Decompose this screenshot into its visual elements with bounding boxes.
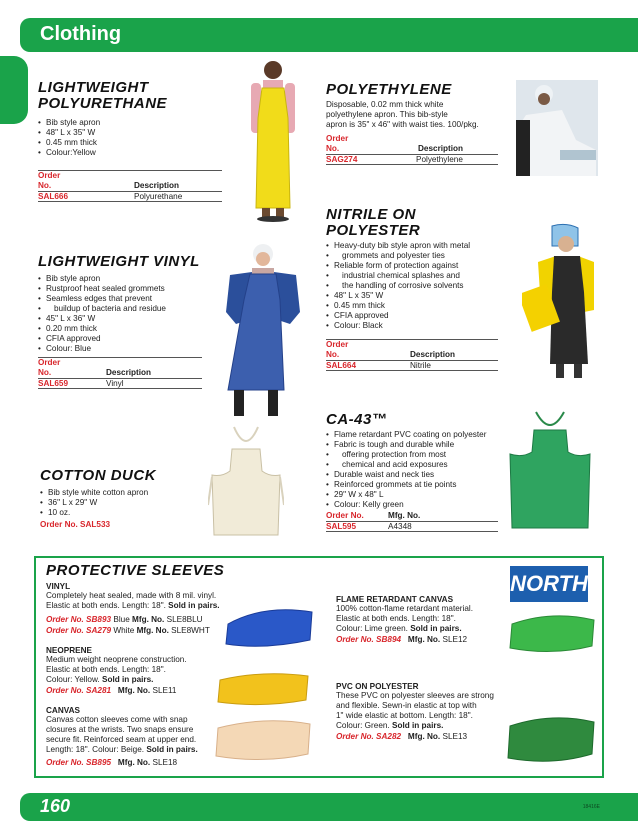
description-header: Description: [106, 368, 152, 377]
sleeve-desc: Elastic at both ends. Length: 18".: [336, 614, 456, 623]
feature-item: • Durable waist and neck ties: [326, 470, 516, 480]
feature-item: • 0.45 mm thick: [38, 138, 228, 148]
sleeve-desc: Canvas cotton sleeves come with snap: [46, 715, 188, 724]
order-table-vinyl: [38, 357, 202, 389]
feature-item: • buildup of bacteria and residue: [38, 304, 238, 314]
feature-item: • CFIA approved: [38, 334, 238, 344]
no-label: No.: [326, 144, 340, 153]
beige-sleeve-photo: [214, 716, 314, 764]
feature-item: • Seamless edges that prevent: [38, 294, 238, 304]
description-header: Description: [418, 144, 464, 153]
sleeve-desc: Colour: Green. Sold in pairs.: [336, 721, 444, 730]
order-number: SAL664: [326, 361, 357, 370]
description-header: Description: [410, 350, 456, 359]
sleeve-name: VINYL: [46, 582, 71, 591]
feature-item: • Colour: Blue: [38, 344, 238, 354]
sleeve-desc: secure fit. Reinforced seam at upper end.: [46, 735, 197, 744]
yellow-sleeve-photo: [216, 670, 312, 708]
sleeve-name: NEOPRENE: [46, 646, 92, 655]
order-label: Order: [326, 134, 349, 143]
yellow-apron-photo: [248, 58, 298, 223]
mfg-header: Mfg. No.: [388, 511, 421, 520]
sleeve-order-line: Order No. SA281 Mfg. No. SLE11: [46, 686, 177, 695]
feature-item: • 45" L x 36" W: [38, 314, 238, 324]
feature-item: • offering protection from most: [326, 450, 516, 460]
product-title: COTTON DUCK: [40, 467, 157, 484]
order-label: Order: [38, 358, 61, 367]
order-label: Order: [326, 340, 349, 349]
north-brand-logo: NORTH: [510, 566, 588, 602]
product-polyurethane: [38, 80, 228, 158]
order-number: SAL659: [38, 379, 69, 388]
feature-item: • 48" L x 35" W: [38, 128, 228, 138]
sleeve-order-line: Order No. SB895 Mfg. No. SLE18: [46, 758, 178, 767]
sleeve-name: CANVAS: [46, 706, 80, 715]
sleeve-order-line: Order No. SB894 Mfg. No. SLE12: [336, 635, 468, 644]
feature-item: • Colour:Yellow: [38, 148, 228, 158]
page-number: 160: [40, 796, 71, 816]
sleeve-desc: 1" wide elastic at bottom. Length: 18".: [336, 711, 473, 720]
sleeve-desc: Medium weight neoprene construction.: [46, 655, 187, 664]
order-table-ca43: [326, 511, 498, 532]
product-title: POLYETHYLENE: [326, 81, 452, 98]
polyethylene-apron-photo: [516, 80, 598, 176]
sleeve-desc: These PVC on polyester sleeves are strong: [336, 691, 494, 700]
feature-item: • 48" L x 35" W: [326, 291, 526, 301]
product-title: CA-43™: [326, 411, 388, 428]
sleeve-order-line: Order No. SA282 Mfg. No. SLE13: [336, 732, 468, 741]
sleeve-desc: Colour: Yellow. Sold in pairs.: [46, 675, 154, 684]
order-number: Order No. SAL533: [40, 520, 111, 529]
side-tab: [0, 56, 28, 124]
sleeve-pvc-polyester: [336, 682, 516, 742]
sleeve-desc: Completely heat sealed, made with 8 mil. vinyl.: [46, 591, 217, 600]
feature-item: • 0.45 mm thick: [326, 301, 526, 311]
feature-list: [326, 430, 516, 510]
description: Polyethylene: [416, 155, 463, 164]
product-ca43: [326, 412, 516, 510]
sleeve-flame-retardant: [336, 595, 516, 645]
description-line: polyethylene apron. This bib-style: [326, 110, 448, 119]
sleeve-desc: Colour: Lime green. Sold in pairs.: [336, 624, 462, 633]
order-number: SAG274: [326, 155, 358, 164]
lime-sleeve-photo: [508, 610, 598, 656]
product-title: LIGHTWEIGHT VINYL: [38, 253, 200, 270]
blue-apron-photo: [222, 240, 304, 420]
sleeves-title: PROTECTIVE SLEEVES: [46, 562, 225, 579]
feature-item: • 29" W x 48" L: [326, 490, 516, 500]
feature-item: • Flame retardant PVC coating on polyester: [326, 430, 516, 440]
sleeve-desc: 100% cotton-flame retardant material.: [336, 604, 473, 613]
feature-item: • Reinforced grommets at tie points: [326, 480, 516, 490]
no-label: No.: [38, 368, 52, 377]
sleeve-desc: and flexible. Sewn-in elastic at top with: [336, 701, 477, 710]
blue-sleeve-photo: [224, 604, 316, 650]
description-line: apron is 35" x 46" with waist ties. 100/pkg.: [326, 120, 479, 129]
product-title-2: POLYESTER: [326, 222, 421, 239]
feature-item: • Colour: Kelly green: [326, 500, 516, 510]
order-number: SAL666: [38, 192, 69, 201]
feature-item: • Fabric is tough and durable while: [326, 440, 516, 450]
description: Nitrile: [410, 361, 431, 370]
order-label: Order: [38, 171, 61, 180]
black-apron-photo: [522, 222, 606, 384]
feature-item: • CFIA approved: [326, 311, 526, 321]
order-table-nitrile: [326, 339, 498, 371]
feature-item: • chemical and acid exposures: [326, 460, 516, 470]
order-table-polyurethane: [38, 170, 222, 202]
section-title: Clothing: [40, 23, 122, 45]
feature-list: [40, 488, 210, 518]
feature-item: • 0.20 mm thick: [38, 324, 238, 334]
sleeve-desc: closures at the wrists. Two snaps ensure: [46, 725, 194, 734]
feature-list: [38, 118, 228, 158]
no-label: No.: [326, 350, 340, 359]
sleeve-desc: Elastic at both ends. Length: 18".: [46, 665, 166, 674]
feature-item: • Bib style white cotton apron: [40, 488, 210, 498]
feature-item: • Heavy-duty bib style apron with metal: [326, 241, 526, 251]
sleeve-canvas: [46, 706, 236, 768]
product-vinyl: [38, 254, 238, 354]
feature-item: • the handling of corrosive solvents: [326, 281, 526, 291]
feature-item: • industrial chemical splashes and: [326, 271, 526, 281]
section-header-bar: [20, 18, 638, 52]
product-nitrile: [326, 207, 526, 331]
description: Polyurethane: [134, 192, 183, 201]
sleeve-order-line: Order No. SB893 Blue Mfg. No. SLE8BLU: [46, 615, 203, 624]
feature-item: • Bib style apron: [38, 274, 238, 284]
catalog-code: 18416E: [582, 804, 600, 810]
green-apron-photo: [506, 408, 594, 532]
feature-item: • 36" L x 29" W: [40, 498, 210, 508]
product-title: LIGHTWEIGHT: [38, 79, 149, 96]
feature-item: • Rustproof heat sealed grommets: [38, 284, 238, 294]
product-title-2: POLYURETHANE: [38, 95, 168, 112]
product-cotton: [40, 468, 210, 529]
feature-list: [38, 274, 238, 354]
footer-bar: [20, 793, 638, 821]
sleeve-name: PVC ON POLYESTER: [336, 682, 419, 691]
product-title: NITRILE ON: [326, 206, 416, 223]
mfg-number: A4348: [388, 522, 412, 531]
green-sleeve-photo: [506, 712, 598, 766]
product-polyethylene: [326, 82, 512, 130]
feature-item: • 10 oz.: [40, 508, 210, 518]
no-label: No.: [38, 181, 52, 190]
order-number: SAL595: [326, 522, 357, 531]
feature-item: • Bib style apron: [38, 118, 228, 128]
sleeve-desc: Elastic at both ends. Length: 18". Sold in pairs.: [46, 601, 220, 610]
feature-list: [326, 241, 526, 331]
feature-item: • Colour: Black: [326, 321, 526, 331]
order-header: Order No.: [326, 511, 364, 520]
description-header: Description: [134, 181, 180, 190]
description-line: Disposable, 0.02 mm thick white: [326, 100, 444, 109]
feature-item: • Reliable form of protection against: [326, 261, 526, 271]
description-text: [326, 100, 512, 130]
description: Vinyl: [106, 379, 124, 388]
order-table-polyethylene: [326, 134, 498, 165]
feature-item: • grommets and polyester ties: [326, 251, 526, 261]
sleeve-name: FLAME RETARDANT CANVAS: [336, 595, 454, 604]
sleeve-desc: Length: 18". Colour: Beige. Sold in pairs.: [46, 745, 198, 754]
sleeve-order-line: Order No. SA279 White Mfg. No. SLE8WHT: [46, 626, 210, 635]
cotton-apron-photo: [208, 425, 284, 543]
